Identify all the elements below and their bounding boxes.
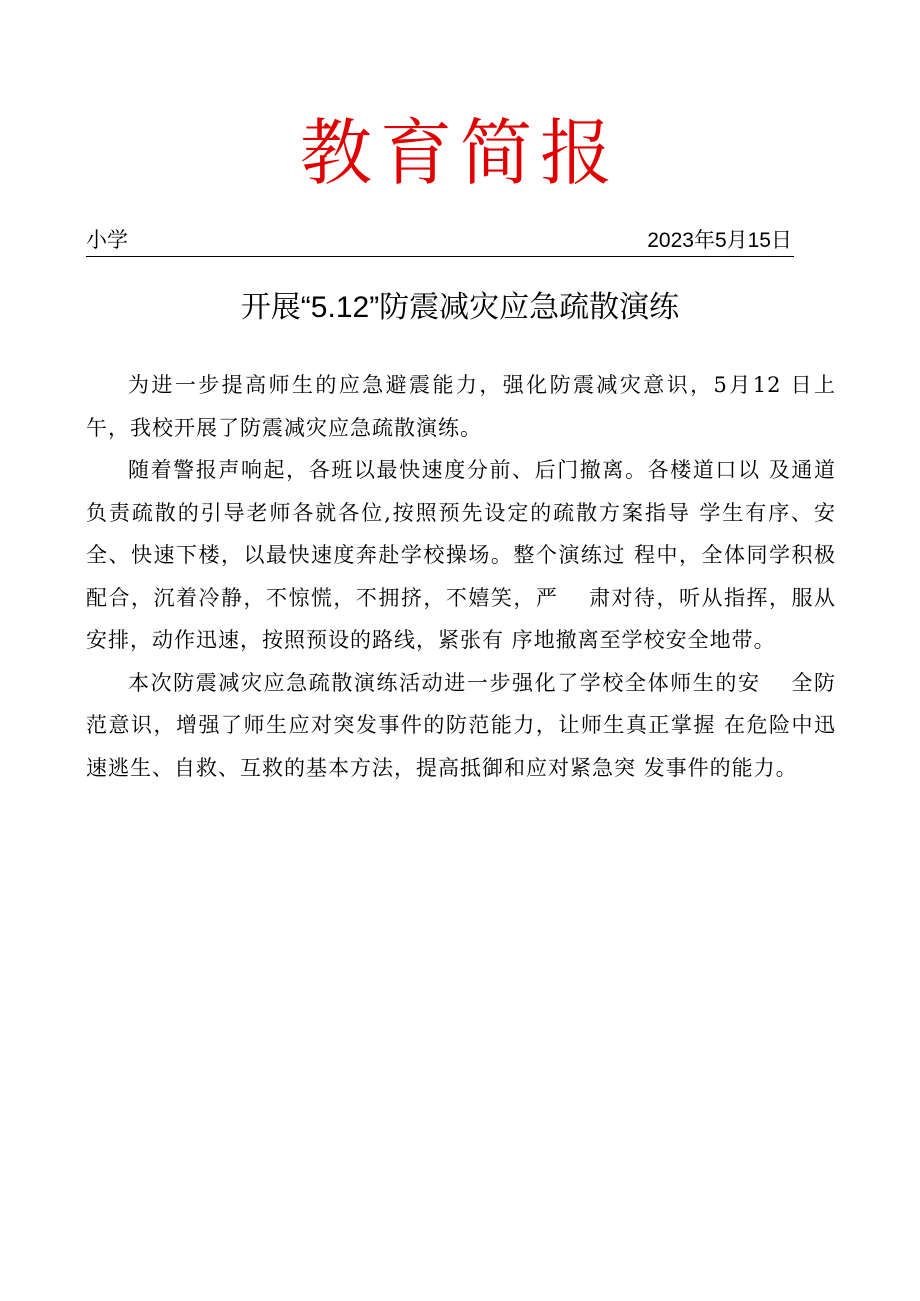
issue-date: 2023年5月15日 xyxy=(647,229,792,252)
school-name: 小学 xyxy=(86,229,128,252)
paragraph: 本次防震减灾应急疏散演练活动进一步强化了学校全体师生的安 全防范意识，增强了师生应对突发事件的防范能力，让师生真正掌握 在危险中迅速逃生、自救、互救的基本方法，提高抵御和应对紧急突 发事件的能力。 xyxy=(86,670,836,780)
article-headline: 开展“5.12”防震减灾应急疏散演练 xyxy=(240,291,680,324)
masthead-title: 教育简报 xyxy=(299,111,620,195)
paragraph: 随着警报声响起，各班以最快速度分前、后门撤离。各楼道口以 及通道负责疏散的引导老师各就各位,按照预先设定的疏散方案指导 学生有序、安全、快速下楼，以最快速度奔赴学校操场。整个演练过 程中，全体同学积极配合，沉着冷静，不惊慌，不拥挤，不嬉笑，严 肃对待，听从指挥，服从安排，动作迅速，按照预设的路线，紧张有 序地撤离至学校安全地带。 xyxy=(86,458,836,652)
paragraph: 为进一步提高师生的应急避震能力，强化防震减灾意识，5月12 日上午，我校开展了防震减灾应急疏散演练。 xyxy=(86,373,836,440)
article-body xyxy=(86,364,836,789)
info-line xyxy=(86,226,794,257)
